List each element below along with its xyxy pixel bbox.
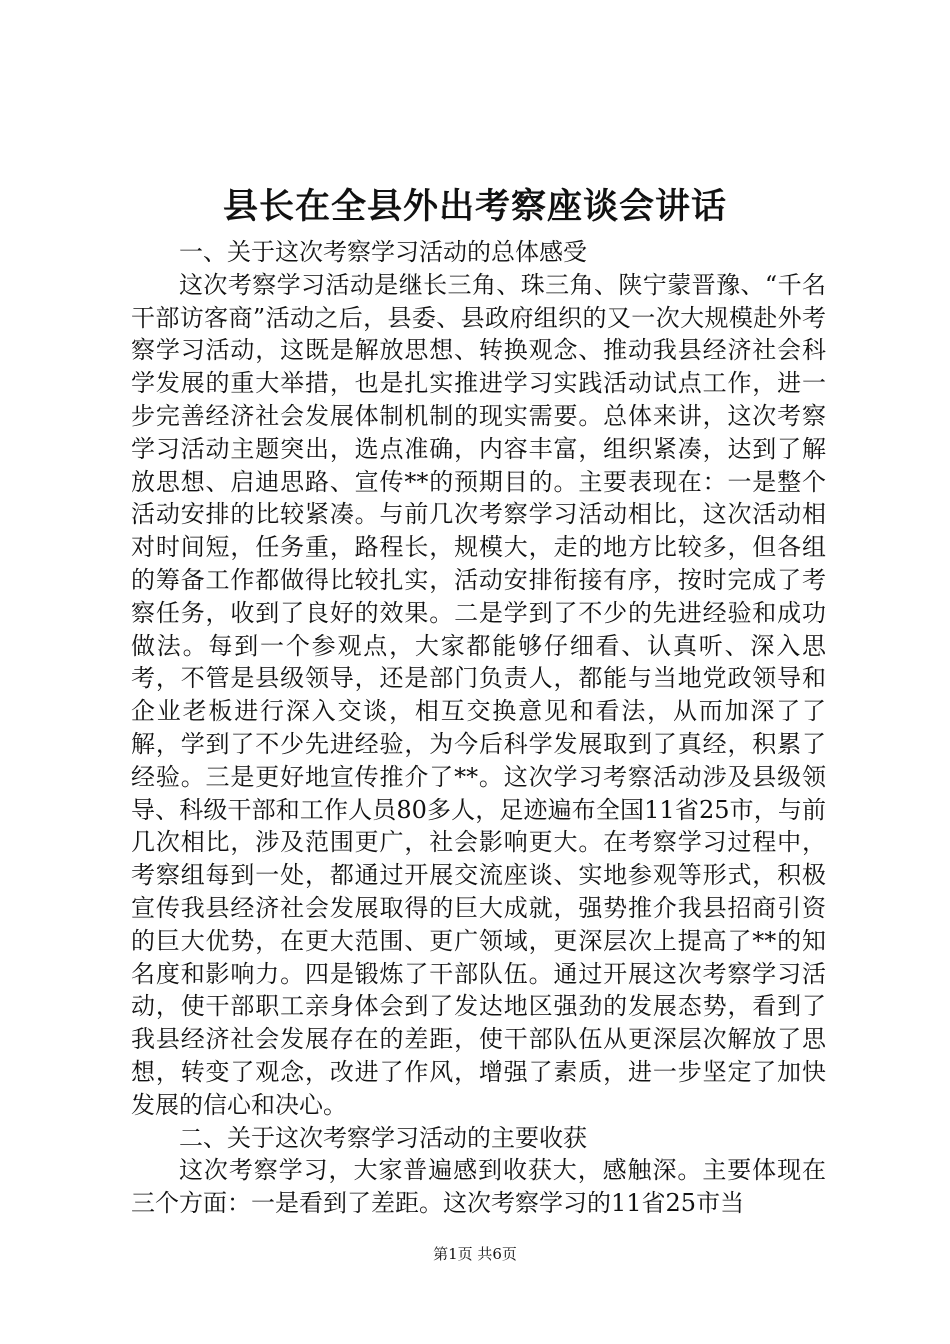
section-heading-1: 一、关于这次考察学习活动的总体感受 [179, 238, 587, 266]
document-body [131, 236, 826, 1220]
document-title: 县长在全县外出考察座谈会讲话 [222, 186, 727, 227]
body-paragraph-2: 这次考察学习，大家普遍感到收获大，感触深。主要体现在三个方面：一是看到了差距。这次考察学习的11省25市当 [131, 1156, 826, 1218]
page-footer: 第1页 共6页 [433, 1245, 517, 1263]
body-paragraph-1: 这次考察学习活动是继长三角、珠三角、陕宁蒙晋豫、“千名干部访客商”活动之后，县委、县政府组织的又一次大规模赴外考察学习活动，这既是解放思想、转换观念、推动我县经济社会科学发展的重大举措，也是扎实推进学习实践活动试点工作，进一步完善经济社会发展体制机制的现实需要。总体来讲，这次考察学习活动主题突出，选点准确，内容丰富，组织紧凑，达到了解放思想、启迪思路、宣传**的预期目的。主要表现在：一是整个活动安排的比较紧凑。与前几次考察学习活动相比，这次活动相对时间短，任务重，路程长，规模大，走的地方比较多，但各组的筹备工作都做得比较扎实，活动安排衔接有序，按时完成了考察任务，收到了良好的效果。二是学到了不少的先进经验和成功做法。每到一个参观点，大家都能够仔细看、认真听、深入思考，不管是县级领导，还是部门负责人，都能与当地党政领导和企业老板进行深入交谈，相互交换意见和看法，从而加深了了解，学到了不少先进经验，为今后科学发展取到了真经，积累了经验。三是更好地宣传推介了**。这次学习考察活动涉及县级领导、科级干部和工作人员80多人，足迹遍布全国11省25市，与前几次相比，涉及范围更广，社会影响更大。在考察学习过程中，考察组每到一处，都通过开展交流座谈、实地参观等形式，积极宣传我县经济社会发展取得的巨大成就，强势推介我县招商引资的巨大优势，在更大范围、更广领域，更深层次上提高了**的知名度和影响力。四是锻炼了干部队伍。通过开展这次考察学习活动，使干部职工亲身体会到了发达地区强劲的发展态势，看到了我县经济社会发展存在的差距，使干部队伍从更深层次解放了思想，转变了观念，改进了作风，增强了素质，进一步坚定了加快发展的信心和决心。 [131, 270, 826, 1119]
section-heading-2: 二、关于这次考察学习活动的主要收获 [179, 1123, 587, 1152]
